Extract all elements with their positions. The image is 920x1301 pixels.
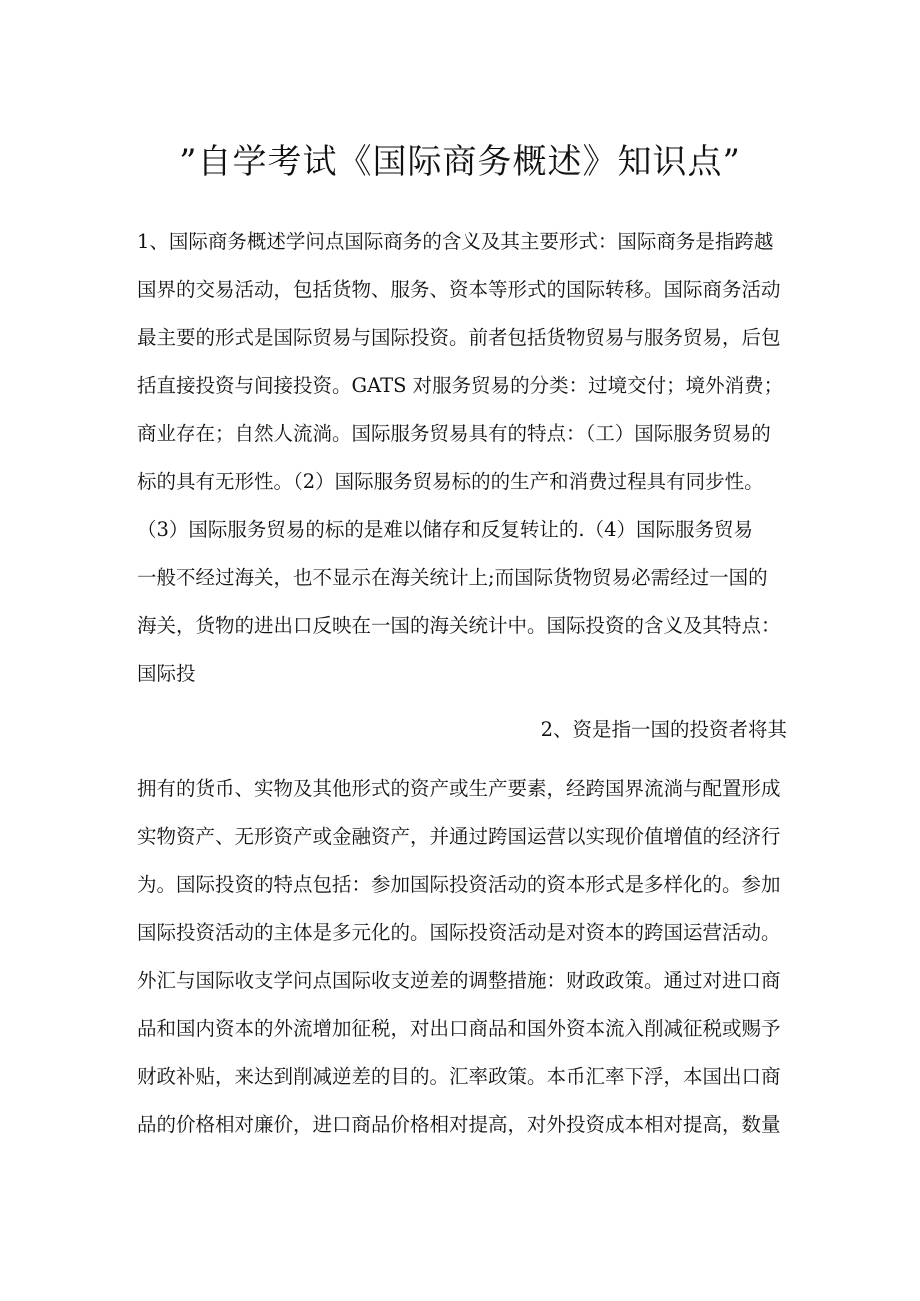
paragraph-line: 品的价格相对廉价，进口商品价格相对提高，对外投资成本相对提高，数量: [137, 1113, 781, 1136]
paragraph-line: 国际投资活动的主体是多元化的。国际投资活动是对资本的跨国运营活动。: [137, 921, 781, 944]
paragraph-line: 一般不经过海关，也不显示在海关统计上;而国际货物贸易必需经过一国的: [137, 566, 768, 589]
paragraph-line: 国界的交易活动，包括货物、服务、资本等形式的国际转移。国际商务活动: [137, 278, 781, 301]
paragraph-line: 海关，货物的进出口反映在一国的海关统计中。国际投资的含义及其特点：: [137, 614, 781, 637]
paragraph-line: 为。国际投资的特点包括：参加国际投资活动的资本形式是多样化的。参加: [137, 873, 781, 896]
paragraph-line: 最主要的形式是国际贸易与国际投资。前者包括货物贸易与服务贸易，后包: [137, 326, 781, 349]
paragraph-line: 1、国际商务概述学问点国际商务的含义及其主要形式：国际商务是指跨越: [137, 230, 774, 253]
section-heading: 2、资是指一国的投资者将其: [540, 718, 787, 741]
page-title: ”自学考试《国际商务概述》知识点”: [179, 142, 741, 182]
paragraph-line: 国际投: [137, 662, 196, 685]
paragraph-line: 实物资产、无形资产或金融资产，并通过跨国运营以实现价值增值的经济行: [137, 825, 781, 848]
paragraph-line: 外汇与国际收支学问点国际收支逆差的调整措施：财政政策。通过对进口商: [137, 969, 781, 992]
paragraph-line: 财政补贴，来达到削减逆差的目的。汇率政策。本币汇率下浮，本国出口商: [137, 1065, 781, 1088]
paragraph-line: （3）国际服务贸易的标的是难以储存和反复转让的.（4）国际服务贸易: [137, 518, 754, 541]
paragraph-line: 品和国内资本的外流增加征税，对出口商品和国外资本流入削减征税或赐予: [137, 1017, 781, 1040]
paragraph-line: 括直接投资与间接投资。GATS 对服务贸易的分类：过境交付；境外消费；: [137, 374, 784, 397]
paragraph-line: 拥有的货币、实物及其他形式的资产或生产要素，经跨国界流淌与配置形成: [137, 777, 781, 800]
paragraph-line: 标的具有无形性。（2）国际服务贸易标的的生产和消费过程具有同步性。: [137, 470, 764, 493]
paragraph-line: 商业存在；自然人流淌。国际服务贸易具有的特点：（工）国际服务贸易的: [137, 422, 771, 445]
